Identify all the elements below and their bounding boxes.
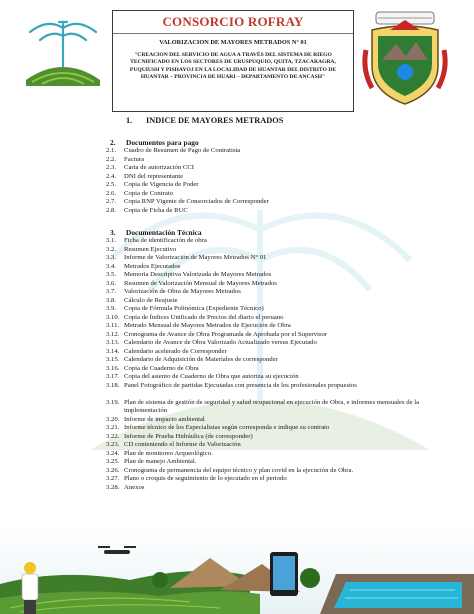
item-number: 3.18. (106, 381, 120, 389)
section-number: 3. (110, 228, 116, 237)
item-text: Copia de Cuaderno de Obra (124, 364, 199, 372)
item-text: Calendario acelerado de Corresponder (124, 347, 227, 355)
item-number: 2.3. (106, 164, 117, 171)
index-heading-title: INDICE DE MAYORES METRADOS (146, 116, 284, 125)
list-item (106, 297, 177, 305)
list-item (106, 190, 173, 198)
item-number: 2.7. (106, 198, 117, 205)
item-text: Informe técnico de los Especialistas según corresponda e indique su contrato (124, 424, 330, 431)
item-text: Copia de Fórmula Polinómica (Expediente Técnico) (124, 305, 264, 312)
item-number: 2.1. (106, 147, 117, 154)
item-number: 3.17. (106, 373, 120, 380)
item-number: 3.24. (106, 449, 120, 457)
item-text: Factura (124, 155, 145, 163)
section-title-text: Documentos para pago (126, 138, 199, 147)
list-item (106, 173, 183, 181)
list-item (106, 198, 269, 206)
footer-banner-icon (0, 528, 474, 614)
item-number: 2.6. (106, 189, 117, 197)
item-number: 2.8. (106, 206, 117, 214)
list-item (106, 373, 299, 381)
list-item (106, 181, 199, 189)
index-heading-number: 1. (126, 116, 133, 125)
list-item (106, 246, 176, 254)
item-text: Cuadro de Resumen de Pago de Contratista (124, 147, 241, 154)
item-text: Informe de Valorización de Mayores Metrados N° 01 (124, 254, 267, 261)
item-number: 3.4. (106, 262, 117, 270)
item-number: 3.7. (106, 288, 117, 295)
item-number: 3.14. (106, 347, 120, 355)
item-text: Copia del asiento de Cuaderno de Obra que autoriza su ejecución (124, 373, 299, 380)
item-number: 3.5. (106, 271, 117, 278)
item-number: 3.10. (106, 313, 120, 321)
list-item (106, 156, 144, 164)
item-number: 3.28. (106, 483, 120, 491)
item-text: Metrado Mensual de Mayores Metrados de Ejecución de Obra (124, 322, 291, 329)
item-text: DNI del representante (124, 172, 184, 180)
section-title (110, 138, 199, 147)
list-item (106, 416, 205, 424)
item-number: 3.16. (106, 364, 120, 372)
item-number: 3.21. (106, 424, 120, 431)
item-text: Copia RNP Vigente de Consorciados de Corresponder (124, 198, 269, 205)
list-item (106, 356, 278, 364)
list-item (106, 207, 188, 215)
list-item (106, 164, 194, 172)
item-text: Panel Fotográfico de partidas Ejecutadas con presencia de los profesionales propuestos (124, 381, 357, 389)
item-text: Calendario de Avance de Obra Valorizado Actualizado versus Ejecutado (124, 339, 317, 346)
item-text: Plan de manejo Ambiental. (124, 458, 197, 465)
item-text: Copia de Índices Unificado de Precios del diario el peruano (124, 313, 284, 321)
item-text: Plan de monitoreo Arqueológico. (124, 449, 213, 457)
item-number: 3.26. (106, 466, 120, 474)
list-item (106, 484, 144, 492)
item-number: 2.2. (106, 155, 117, 163)
item-number: 3.15. (106, 356, 120, 363)
item-text: Copia de Ficha de RUC (124, 206, 188, 214)
item-number: 3.20. (106, 415, 120, 423)
list-item (106, 280, 277, 288)
item-text: Metrados Ejecutados (124, 262, 181, 270)
list-item (106, 305, 264, 313)
item-number: 3.3. (106, 254, 117, 261)
company-title-bar (113, 11, 353, 34)
item-number: 3.23. (106, 441, 120, 448)
item-text: Copia de Contrato (124, 189, 174, 197)
item-number: 2.4. (106, 172, 117, 180)
list-item (106, 271, 271, 279)
item-text: Valorización de Obra de Mayores Metrados (124, 288, 241, 295)
company-name: CONSORCIO ROFRAY (162, 14, 304, 29)
section-number: 2. (110, 138, 116, 147)
index-heading (126, 116, 283, 125)
item-text: Informe de Prueba Hidráulica (de corresponder) (124, 432, 253, 440)
list-item (106, 458, 196, 466)
list-item (106, 467, 353, 475)
section-title (110, 228, 202, 237)
list-item (106, 322, 291, 330)
item-text: Plano o croquis de seguimiento de lo ejecutado en el periodo (124, 475, 287, 482)
item-text: Ficha de identificación de obra (124, 237, 207, 244)
item-text: Cálculo de Reajuste (124, 296, 178, 304)
project-description: "CREACION DEL SERVICIO DE AGUA A TRAVÉS DEL SISTEMA DE RIEGO TECNIFICADO EN LOS SECTORES DE URUSPUQUIO, QUITA, TZACARAGRA, PUQUIUSH Y PISHAYOJ EN LA LOCALIDAD DE HUANTAR DEL DISTRITO DE HUANTAR – PROVINCIA DE HUARI – DEPARTAMENTO DE ANCASH" (129, 52, 337, 81)
item-number: 3.19. (106, 398, 120, 406)
list-item (106, 348, 227, 356)
section-title-text: Documentación Técnica (126, 228, 202, 237)
list-item (106, 263, 180, 271)
item-number: 2.5. (106, 181, 117, 188)
item-text: Calendario de Adquisición de Materiales de corresponder (124, 356, 278, 363)
item-number: 3.13. (106, 339, 120, 346)
list-item (106, 331, 327, 339)
item-number: 3.25. (106, 458, 120, 465)
item-text: CD conteniendo el Informe de Valorización (124, 441, 241, 448)
list-item (106, 424, 329, 432)
item-number: 3.1. (106, 237, 117, 244)
item-number: 3.11. (106, 322, 120, 329)
item-number: 3.6. (106, 279, 117, 287)
list-item (106, 382, 424, 390)
valuation-subtitle: VALORIZACION DE MAYORES METRADOS N° 01 (159, 39, 307, 46)
item-text: Anexos (124, 483, 145, 491)
item-text: Carta de autorización CCI (124, 164, 195, 171)
list-item (106, 399, 432, 416)
list-item (106, 450, 213, 458)
list-item (106, 365, 199, 373)
list-item (106, 288, 241, 296)
list-item (106, 314, 284, 322)
coat-of-arms-icon (362, 10, 448, 108)
item-number: 3.9. (106, 305, 117, 312)
item-number: 3.27. (106, 475, 120, 482)
item-text: Cronograma de permanencia del equipo técnico y plan covid en la ejecución de Obra. (124, 466, 354, 474)
list-item (106, 254, 266, 262)
item-number: 3.2. (106, 245, 117, 253)
item-text: Resumen Ejecutivo (124, 245, 177, 253)
item-text: Plan de sistema de gestión de seguridad y salud ocupacional en ejecución de Obra, e informes mensuales de la implementación (124, 398, 420, 414)
irrigation-logo-icon (22, 10, 104, 90)
item-number: 3.12. (106, 330, 120, 338)
item-text: Cronograma de Avance de Obra Programada de Aprobada por el Supervisor (124, 330, 328, 338)
item-text: Resumen de Valorización Mensual de Mayores Metrados (124, 279, 277, 287)
item-text: Copia de Vigencia de Poder (124, 181, 199, 188)
header-box (112, 10, 354, 112)
item-number: 3.22. (106, 432, 120, 440)
item-text: Informe de impacto ambiental (124, 415, 205, 423)
list-item (106, 475, 287, 483)
list-item (106, 147, 240, 155)
list-item (106, 441, 241, 449)
item-number: 3.8. (106, 296, 117, 304)
item-text: Memoria Descriptiva Valorizada de Mayores Metrados (124, 271, 272, 278)
list-item (106, 433, 253, 441)
list-item (106, 339, 317, 347)
list-item (106, 237, 207, 245)
